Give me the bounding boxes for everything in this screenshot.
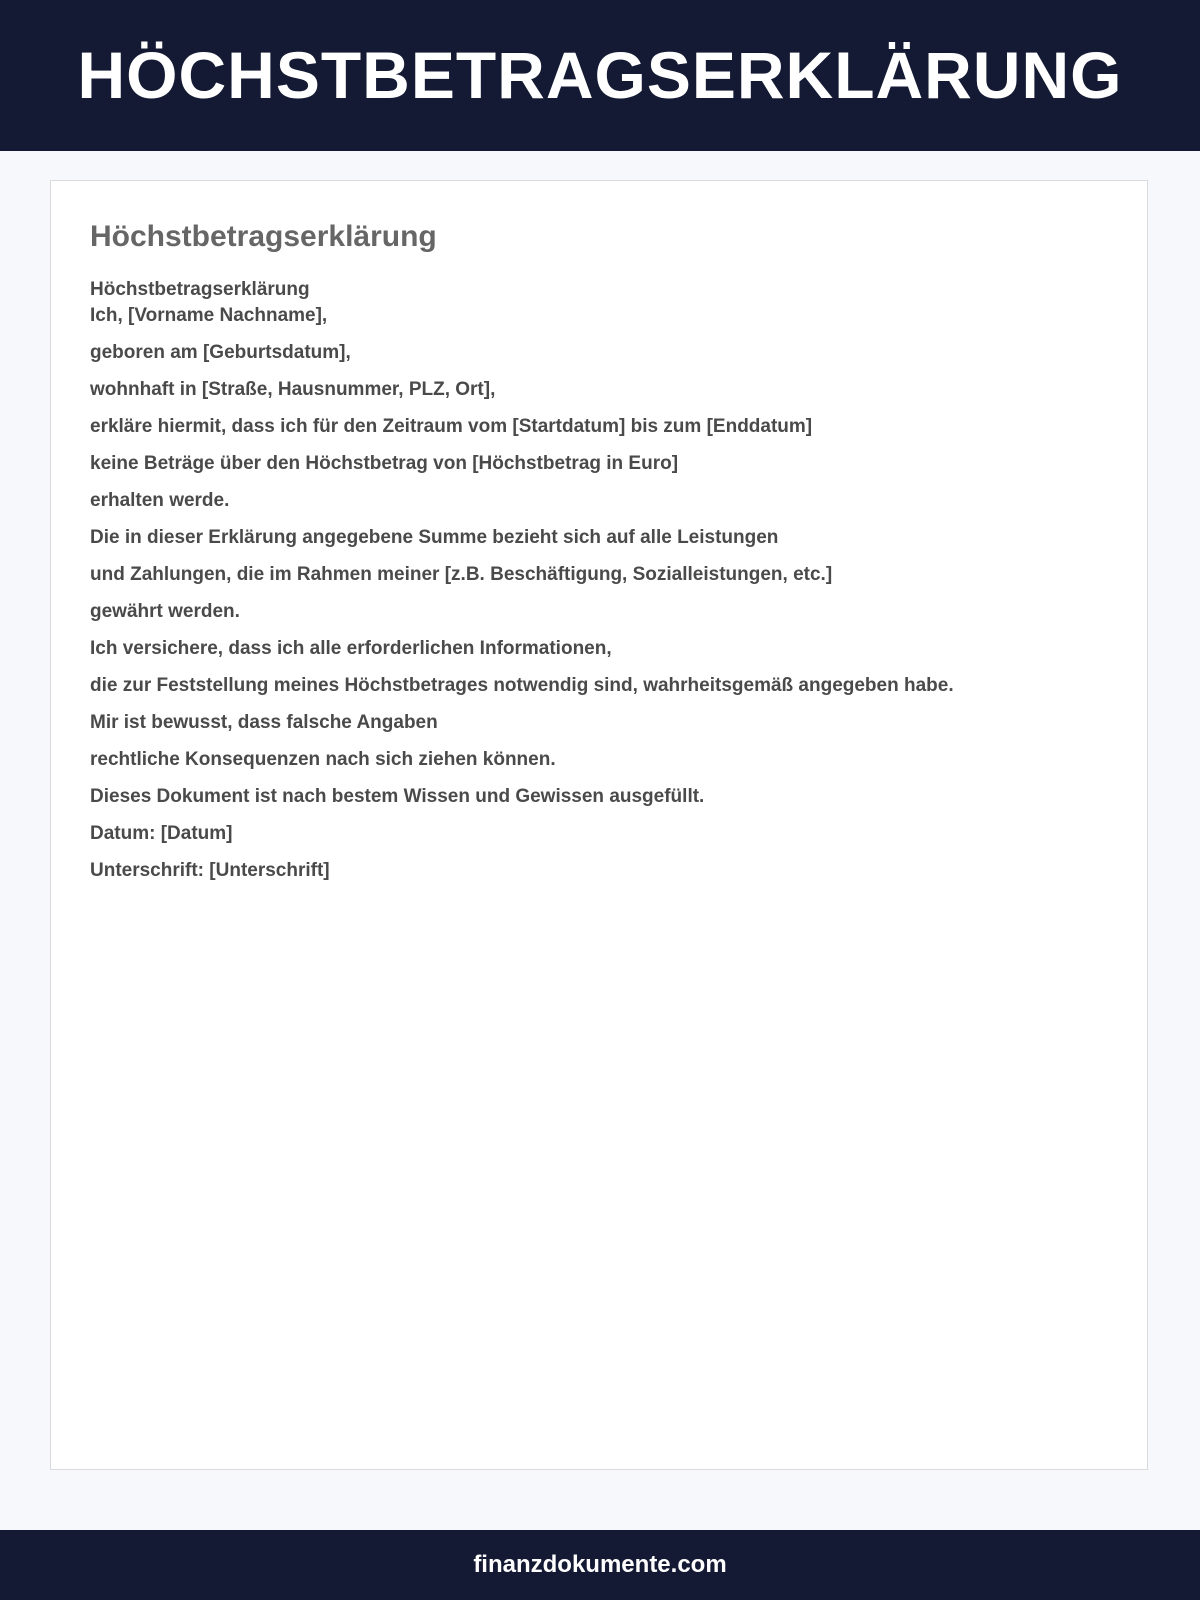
document-line: rechtliche Konsequenzen nach sich ziehen können. [90, 749, 556, 770]
page-header [0, 0, 1200, 151]
document-line: gewährt werden. [90, 601, 240, 622]
document-line: erkläre hiermit, dass ich für den Zeitraum vom [Startdatum] bis zum [Enddatum] [90, 416, 813, 437]
document-line: Höchstbetragserklärung [90, 279, 310, 300]
footer-site-name: finanzdokumente.com [473, 1551, 727, 1578]
document-line: geboren am [Geburtsdatum], [90, 342, 351, 363]
document-heading: Höchstbetragserklärung [90, 220, 437, 253]
document-line: Ich versichere, dass ich alle erforderlichen Informationen, [90, 638, 612, 659]
document-line: keine Beträge über den Höchstbetrag von [Höchstbetrag in Euro] [90, 453, 679, 474]
signature-line: Unterschrift: [Unterschrift] [90, 860, 330, 881]
date-line: Datum: [Datum] [90, 823, 233, 844]
document-card [50, 180, 1148, 1470]
document-line: Die in dieser Erklärung angegebene Summe bezieht sich auf alle Leistungen [90, 527, 779, 548]
document-line: wohnhaft in [Straße, Hausnummer, PLZ, Ort], [90, 379, 496, 400]
document-line: und Zahlungen, die im Rahmen meiner [z.B. Beschäftigung, Sozialleistungen, etc.] [90, 564, 833, 585]
document-line: Mir ist bewusst, dass falsche Angaben [90, 712, 438, 733]
header-title: HÖCHSTBETRAGSERKLÄRUNG [77, 37, 1123, 112]
document-line: die zur Feststellung meines Höchstbetrages notwendig sind, wahrheitsgemäß angegeben habe. [90, 675, 954, 696]
document-line: Dieses Dokument ist nach bestem Wissen und Gewissen ausgefüllt. [90, 786, 705, 807]
document-line: Ich, [Vorname Nachname], [90, 305, 328, 326]
document-body [90, 277, 1108, 895]
page-footer [0, 1530, 1200, 1600]
document-line: erhalten werde. [90, 490, 230, 511]
